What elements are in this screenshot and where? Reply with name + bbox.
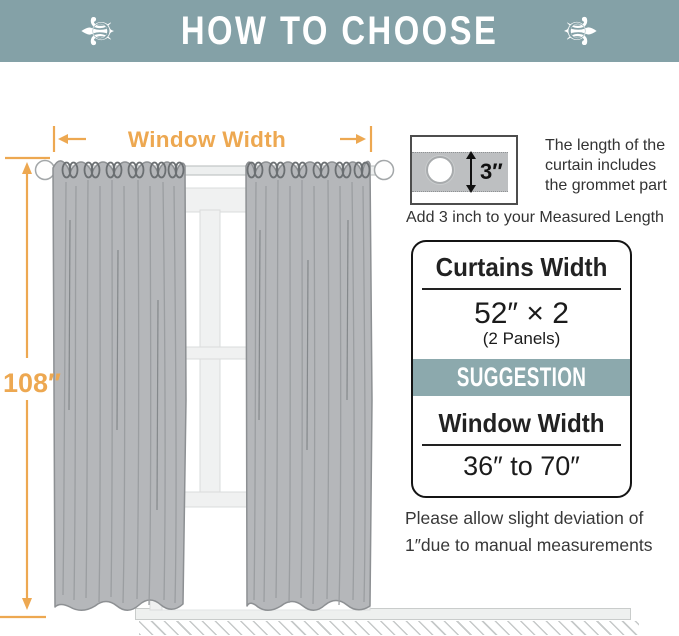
divider: [422, 444, 621, 446]
grommet-measure-arrow-icon: [470, 154, 472, 190]
window-width-label: Window Width: [127, 127, 287, 152]
grommet-diagram-box: [410, 135, 518, 205]
suggestion-badge: [413, 359, 630, 396]
grommet-ring-icon: [426, 156, 454, 184]
deviation-footnote: [405, 505, 677, 559]
curtain-panel-left: [53, 161, 186, 610]
page-title: HOW TO CHOOSE: [180, 8, 499, 53]
rod-finial-right: [375, 161, 394, 180]
rod-finial-left: [36, 161, 55, 180]
curtain-height-label: 108″: [3, 368, 61, 398]
header-banner: [0, 0, 679, 62]
curtains-width-value: 52″ × 2: [474, 296, 569, 330]
fleur-de-lis-icon: ⚜: [74, 11, 126, 51]
measure-instruction: Add 3 inch to your Measured Length: [406, 209, 664, 226]
grommet-height-value: 3″: [480, 159, 503, 184]
panels-note: (2 Panels): [482, 328, 561, 348]
suggestion-table: [411, 240, 632, 498]
suggestion-badge-label: SUGGESTION: [456, 362, 587, 393]
footnote-line-1: Please allow slight deviation of: [405, 508, 644, 528]
window-width-heading: Window Width: [438, 408, 605, 439]
fleur-de-lis-icon: ⚜: [553, 11, 605, 51]
grommet-description: The length of the curtain includes the grommet part: [545, 137, 667, 195]
curtain-panel-right: [246, 161, 372, 610]
curtains-width-heading: Curtains Width: [435, 252, 608, 282]
footnote-line-2: 1″due to manual measurements: [405, 535, 653, 556]
curtain-window-diagram: [0, 100, 400, 636]
window-width-value: 36″ to 70″: [463, 450, 580, 481]
divider: [422, 288, 621, 290]
